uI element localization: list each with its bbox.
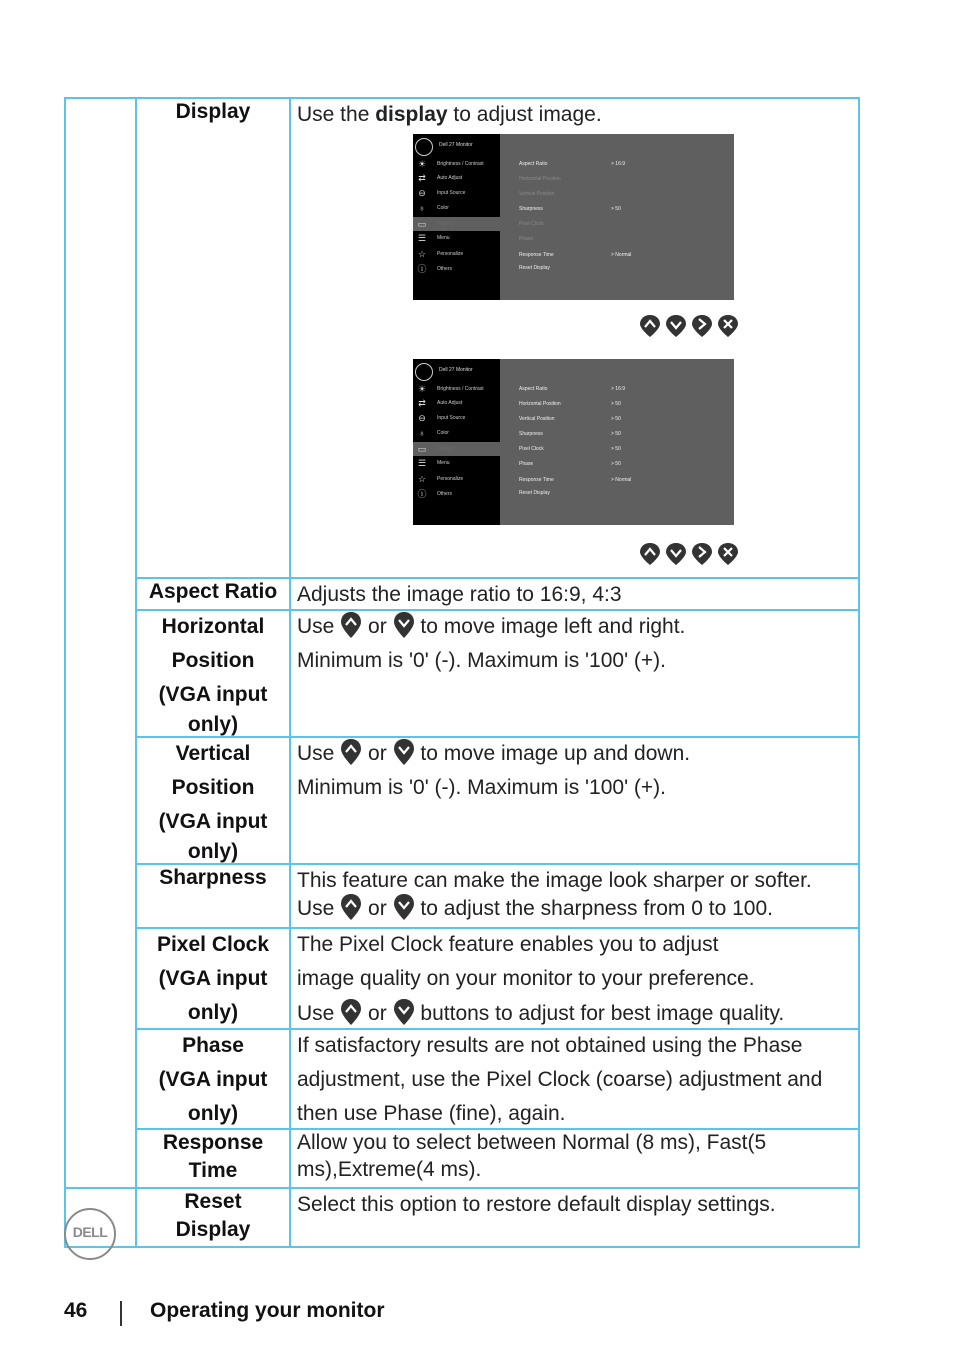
osd-screenshot-1 bbox=[413, 134, 734, 300]
osd-menu-item[interactable] bbox=[413, 442, 500, 456]
osd-menu-item[interactable] bbox=[413, 157, 500, 171]
description-line: Select this option to restore default display settings. bbox=[297, 1193, 776, 1216]
use-word: Use bbox=[297, 742, 335, 765]
osd-setting-label: Horizontal Position bbox=[519, 176, 561, 182]
menu-icon: ☰ bbox=[417, 458, 427, 468]
up-arrow-icon bbox=[340, 738, 362, 766]
nav-down-icon bbox=[665, 314, 687, 338]
label-line: Sharpness bbox=[159, 866, 267, 889]
intro-post: to adjust image. bbox=[447, 103, 602, 126]
description-line: adjustment, use the Pixel Clock (coarse) adjustment and bbox=[297, 1068, 823, 1091]
display-icon: ▭ bbox=[417, 219, 427, 229]
osd-setting-label: Horizontal Position bbox=[519, 401, 561, 407]
star-icon: ☆ bbox=[417, 474, 427, 484]
color-icon: ♁ bbox=[418, 203, 426, 213]
osd-setting-row[interactable] bbox=[519, 431, 719, 437]
intro-bold: display bbox=[375, 103, 448, 126]
setting-description bbox=[297, 928, 854, 1027]
description-line: image quality on your monitor to your preference. bbox=[297, 967, 755, 990]
osd-menu-label: Others bbox=[437, 266, 453, 272]
use-text: to adjust the sharpness from 0 to 100. bbox=[420, 897, 773, 920]
table-border-left bbox=[64, 97, 66, 1246]
osd-menu-label: Menu bbox=[437, 235, 450, 241]
nav-right-icon bbox=[691, 314, 713, 338]
brightness-icon: ☀ bbox=[417, 384, 427, 394]
use-text: to move image left and right. bbox=[420, 615, 686, 638]
or-word: or bbox=[368, 615, 387, 638]
osd-screenshot-2 bbox=[413, 359, 734, 525]
osd-setting-label: Pixel Clock bbox=[519, 446, 544, 452]
osd-menu-label: Input Source bbox=[437, 415, 466, 421]
setting-description bbox=[297, 1129, 854, 1186]
osd-setting-label: Phase bbox=[519, 461, 534, 467]
others-icon: ⓘ bbox=[417, 264, 427, 274]
label-line: only) bbox=[187, 1102, 239, 1125]
osd-setting-row[interactable] bbox=[519, 206, 719, 212]
down-arrow-icon bbox=[393, 738, 415, 766]
chapter-title: Operating your monitor bbox=[150, 1299, 385, 1322]
osd-setting-value: > 50 bbox=[611, 431, 621, 437]
osd-menu-item[interactable] bbox=[413, 231, 500, 245]
setting-description bbox=[297, 578, 854, 608]
dell-logo-icon bbox=[64, 1208, 116, 1260]
osd-setting-row[interactable] bbox=[519, 161, 719, 167]
setting-label bbox=[137, 737, 289, 865]
label-line: Phase bbox=[182, 1034, 244, 1057]
label-line: (VGA input bbox=[158, 1068, 268, 1091]
label-line: Time bbox=[188, 1159, 238, 1182]
use-word: Use bbox=[297, 1002, 335, 1025]
osd-setting-label: Response Time bbox=[519, 252, 554, 258]
label-line: Horizontal bbox=[161, 615, 265, 638]
osd-title: Dell 27 Monitor bbox=[439, 367, 473, 373]
label-line: Pixel Clock bbox=[156, 933, 270, 956]
auto-adjust-icon: ⇄ bbox=[418, 173, 426, 183]
others-icon: ⓘ bbox=[417, 489, 427, 499]
label-line: Position bbox=[171, 649, 255, 672]
osd-setting-value: > 50 bbox=[611, 461, 621, 467]
up-arrow-icon bbox=[340, 998, 362, 1026]
osd-menu-item[interactable] bbox=[413, 186, 500, 200]
osd-menu-label: Others bbox=[437, 491, 453, 497]
use-word: Use bbox=[297, 897, 335, 920]
description-line: then use Phase (fine), again. bbox=[297, 1102, 566, 1125]
label-line: only) bbox=[187, 840, 239, 863]
use-instruction bbox=[297, 997, 784, 1031]
osd-menu-label: Menu bbox=[437, 460, 450, 466]
osd-setting-row[interactable] bbox=[519, 490, 719, 496]
osd-menu-item[interactable] bbox=[413, 396, 500, 410]
osd-setting-label: Reset Display bbox=[519, 265, 550, 271]
up-arrow-icon bbox=[340, 893, 362, 921]
osd-setting-row[interactable] bbox=[519, 416, 719, 422]
osd-dell-logo-icon bbox=[415, 363, 433, 381]
label-line: only) bbox=[187, 713, 239, 736]
label-line: (VGA input bbox=[158, 683, 268, 706]
logo-text: DELL bbox=[72, 1224, 108, 1240]
osd-menu-item[interactable] bbox=[413, 171, 500, 185]
or-word: or bbox=[368, 742, 387, 765]
setting-label bbox=[137, 578, 289, 606]
osd-menu-item[interactable] bbox=[413, 247, 500, 261]
table-border-right bbox=[858, 97, 860, 1246]
osd-menu-item[interactable] bbox=[413, 472, 500, 486]
setting-description bbox=[297, 864, 854, 926]
setting-label bbox=[137, 928, 289, 1030]
nav-close-icon bbox=[717, 542, 739, 566]
osd-setting-row[interactable] bbox=[519, 176, 719, 182]
osd-menu-item[interactable] bbox=[413, 411, 500, 425]
intro-pre: Use the bbox=[297, 103, 376, 126]
down-arrow-icon bbox=[393, 998, 415, 1026]
setting-label bbox=[137, 864, 289, 892]
display-icon: ▭ bbox=[417, 444, 427, 454]
osd-menu-item[interactable] bbox=[413, 217, 500, 231]
use-instruction bbox=[297, 610, 685, 644]
table-row-divider bbox=[64, 1246, 860, 1248]
osd-setting-row[interactable] bbox=[519, 265, 719, 271]
osd-sidebar bbox=[413, 134, 500, 300]
osd-menu-item[interactable] bbox=[413, 456, 500, 470]
osd-setting-value: > 50 bbox=[611, 206, 621, 212]
nav-up-icon bbox=[639, 314, 661, 338]
osd-menu-label: Display bbox=[437, 446, 454, 452]
osd-dell-logo-icon bbox=[415, 138, 433, 156]
page-number: 46 bbox=[64, 1299, 88, 1322]
osd-setting-label: Response Time bbox=[519, 477, 554, 483]
description-line: Adjusts the image ratio to 16:9, 4:3 bbox=[297, 583, 622, 606]
nav-close-icon bbox=[717, 314, 739, 338]
down-arrow-icon bbox=[393, 893, 415, 921]
setting-description bbox=[297, 1029, 854, 1127]
label-line: (VGA input bbox=[158, 967, 268, 990]
osd-menu-label: Color bbox=[437, 430, 449, 436]
use-instruction bbox=[297, 892, 773, 926]
use-text: to move image up and down. bbox=[420, 742, 691, 765]
setting-label bbox=[137, 1129, 289, 1185]
osd-setting-row[interactable] bbox=[519, 461, 719, 467]
label-line: Vertical bbox=[175, 742, 251, 765]
nav-up-icon bbox=[639, 542, 661, 566]
osd-setting-label: Sharpness bbox=[519, 431, 543, 437]
osd-menu-item[interactable] bbox=[413, 426, 500, 440]
nav-right-icon bbox=[691, 542, 713, 566]
down-arrow-icon bbox=[393, 611, 415, 639]
setting-description bbox=[297, 737, 854, 862]
nav-down-icon bbox=[665, 542, 687, 566]
osd-setting-label: Sharpness bbox=[519, 206, 543, 212]
label-line: Display bbox=[175, 100, 251, 123]
osd-menu-label: Personalize bbox=[437, 251, 464, 257]
osd-setting-row[interactable] bbox=[519, 191, 719, 197]
label-line: (VGA input bbox=[158, 810, 268, 833]
description-line: Allow you to select between Normal (8 ms), Fast(5 bbox=[297, 1131, 767, 1154]
or-word: or bbox=[368, 1002, 387, 1025]
description-line: This feature can make the image look sharper or softer. bbox=[297, 869, 812, 892]
osd-setting-value: > 50 bbox=[611, 446, 621, 452]
osd-menu-label: Color bbox=[437, 205, 449, 211]
osd-menu-label: Input Source bbox=[437, 190, 466, 196]
use-word: Use bbox=[297, 615, 335, 638]
osd-setting-label: Vertical Position bbox=[519, 416, 555, 422]
osd-menu-label: Brightness / Contrast bbox=[437, 386, 484, 392]
osd-nav-buttons bbox=[639, 314, 739, 338]
osd-setting-value: > Normal bbox=[611, 477, 632, 483]
osd-menu-label: Auto Adjust bbox=[437, 175, 463, 181]
osd-setting-value: > 50 bbox=[611, 401, 621, 407]
label-line: Display bbox=[175, 1218, 251, 1241]
osd-nav-buttons bbox=[639, 542, 739, 566]
osd-menu-label: Personalize bbox=[437, 476, 464, 482]
use-instruction bbox=[297, 737, 690, 771]
or-word: or bbox=[368, 897, 387, 920]
description-line: Minimum is '0' (-). Maximum is '100' (+). bbox=[297, 776, 666, 799]
osd-menu-item[interactable] bbox=[413, 382, 500, 396]
osd-setting-value: > 16:9 bbox=[611, 386, 626, 392]
brightness-icon: ☀ bbox=[417, 159, 427, 169]
description-line: If satisfactory results are not obtained using the Phase bbox=[297, 1034, 803, 1057]
footer-separator bbox=[120, 1301, 122, 1326]
input-source-icon: ⊖ bbox=[418, 413, 426, 423]
setting-label bbox=[137, 98, 289, 126]
osd-setting-row[interactable] bbox=[519, 221, 719, 227]
osd-setting-row[interactable] bbox=[519, 252, 719, 258]
label-line: Reset bbox=[184, 1190, 242, 1213]
setting-label bbox=[137, 610, 289, 738]
osd-setting-value: > 50 bbox=[611, 416, 621, 422]
setting-description bbox=[297, 610, 854, 735]
use-text: buttons to adjust for best image quality. bbox=[420, 1002, 785, 1025]
osd-setting-row[interactable] bbox=[519, 446, 719, 452]
star-icon: ☆ bbox=[417, 249, 427, 259]
setting-label bbox=[137, 1188, 289, 1244]
up-arrow-icon bbox=[340, 611, 362, 639]
label-line: Aspect Ratio bbox=[148, 580, 278, 603]
label-line: only) bbox=[187, 1001, 239, 1024]
osd-sidebar bbox=[413, 359, 500, 525]
menu-icon: ☰ bbox=[417, 233, 427, 243]
auto-adjust-icon: ⇄ bbox=[418, 398, 426, 408]
description-line: The Pixel Clock feature enables you to adjust bbox=[297, 933, 719, 956]
osd-setting-value: > Normal bbox=[611, 252, 632, 258]
input-source-icon: ⊖ bbox=[418, 188, 426, 198]
label-line: Position bbox=[171, 776, 255, 799]
osd-setting-label: Aspect Ratio bbox=[519, 161, 548, 167]
osd-setting-label: Vertical Position bbox=[519, 191, 555, 197]
osd-setting-label: Reset Display bbox=[519, 490, 550, 496]
osd-setting-row[interactable] bbox=[519, 236, 719, 242]
osd-setting-label: Phase bbox=[519, 236, 534, 242]
osd-setting-label: Pixel Clock bbox=[519, 221, 544, 227]
osd-menu-item[interactable] bbox=[413, 262, 500, 276]
osd-title: Dell 27 Monitor bbox=[439, 142, 473, 148]
osd-setting-label: Aspect Ratio bbox=[519, 386, 548, 392]
setting-label bbox=[137, 1029, 289, 1131]
osd-setting-value: > 16:9 bbox=[611, 161, 626, 167]
display-intro bbox=[297, 98, 854, 132]
setting-description bbox=[297, 1188, 854, 1245]
description-line: Minimum is '0' (-). Maximum is '100' (+). bbox=[297, 649, 666, 672]
osd-menu-label: Auto Adjust bbox=[437, 400, 463, 406]
osd-menu-label: Brightness / Contrast bbox=[437, 161, 484, 167]
osd-setting-row[interactable] bbox=[519, 401, 719, 407]
table-border-col2 bbox=[289, 97, 291, 1246]
osd-menu-item[interactable] bbox=[413, 487, 500, 501]
osd-menu-item[interactable] bbox=[413, 201, 500, 215]
osd-setting-row[interactable] bbox=[519, 386, 719, 392]
description-line: ms),Extreme(4 ms). bbox=[297, 1158, 482, 1181]
osd-menu-label: Display bbox=[437, 221, 454, 227]
label-line: Response bbox=[162, 1131, 264, 1154]
color-icon: ♁ bbox=[418, 428, 426, 438]
osd-setting-row[interactable] bbox=[519, 477, 719, 483]
